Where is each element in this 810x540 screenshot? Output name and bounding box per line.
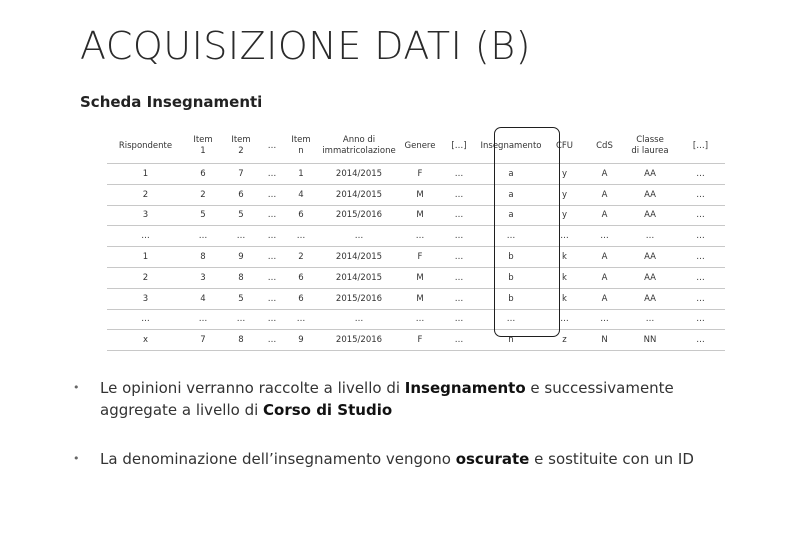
table-cell: M: [400, 288, 440, 309]
table-cell: F: [400, 164, 440, 185]
table-cell: M: [400, 205, 440, 226]
table-cell: N: [585, 330, 624, 351]
table-cell: 9: [284, 330, 318, 351]
table-cell: …: [624, 309, 676, 330]
table-row: [107, 247, 725, 268]
table-cell: …: [107, 226, 184, 247]
bullet-text-part: e successivamente aggregate a livello di: [100, 379, 674, 419]
table-cell: …: [284, 226, 318, 247]
table-header-row: [107, 129, 725, 164]
table-cell: …: [184, 226, 222, 247]
table-cell: y: [544, 164, 585, 185]
table-row: [107, 309, 725, 330]
table-cell: k: [544, 247, 585, 268]
slide-title: ACQUISIZIONE DATI (B): [80, 24, 531, 68]
table-cell: …: [260, 184, 284, 205]
table-cell: k: [544, 267, 585, 288]
col-header-insegnamento: Insegnamento: [478, 129, 544, 164]
col-header-rispondente: Rispondente: [107, 129, 184, 164]
table-cell: F: [400, 330, 440, 351]
col-header-classe-di-laurea: Classe di laurea: [624, 129, 676, 164]
col-header-bracket-ellipsis: […]: [440, 129, 478, 164]
table-cell: …: [284, 309, 318, 330]
col-header-item-1: Item 1: [184, 129, 222, 164]
table-cell: 2014/2015: [318, 184, 400, 205]
table-cell: …: [676, 330, 725, 351]
table-body: [107, 164, 725, 351]
bullet-text-part: e sostituite con un ID: [529, 450, 694, 468]
table-cell: …: [544, 309, 585, 330]
table-cell: 2015/2016: [318, 330, 400, 351]
col-header-item-2: Item 2: [222, 129, 260, 164]
table-cell: …: [676, 184, 725, 205]
table-cell: …: [544, 226, 585, 247]
col-header-cds: CdS: [585, 129, 624, 164]
bullet-marker: •: [73, 452, 80, 465]
table-cell: …: [676, 205, 725, 226]
bullet-marker: •: [73, 381, 80, 394]
table-cell: 2015/2016: [318, 205, 400, 226]
table-cell: a: [478, 184, 544, 205]
table-cell: …: [107, 309, 184, 330]
table-row: [107, 184, 725, 205]
table-cell: A: [585, 288, 624, 309]
slide-subtitle: Scheda Insegnamenti: [80, 93, 263, 111]
table-cell: …: [440, 226, 478, 247]
table-cell: …: [440, 164, 478, 185]
table-cell: A: [585, 164, 624, 185]
bullet-text-part: La denominazione dell’insegnamento vengono: [100, 450, 456, 468]
table-cell: AA: [624, 164, 676, 185]
col-header-genere: Genere: [400, 129, 440, 164]
table-row: [107, 288, 725, 309]
table-cell: …: [318, 309, 400, 330]
table-cell: a: [478, 205, 544, 226]
table-cell: …: [676, 267, 725, 288]
table-cell: …: [478, 226, 544, 247]
table-cell: AA: [624, 247, 676, 268]
table-cell: …: [222, 226, 260, 247]
table-row: [107, 205, 725, 226]
table-cell: 6: [284, 205, 318, 226]
table-cell: 9: [222, 247, 260, 268]
table-cell: 5: [222, 288, 260, 309]
table-cell: …: [440, 184, 478, 205]
table-cell: a: [478, 164, 544, 185]
table-cell: 5: [222, 205, 260, 226]
table-cell: …: [478, 309, 544, 330]
table-cell: AA: [624, 184, 676, 205]
table-cell: 5: [184, 205, 222, 226]
table-cell: 2: [184, 184, 222, 205]
table-cell: 8: [222, 267, 260, 288]
bullet-text-part: Le opinioni verranno raccolte a livello di: [100, 379, 405, 397]
insegnamenti-table: [107, 129, 725, 351]
table-cell: A: [585, 247, 624, 268]
table-cell: 4: [184, 288, 222, 309]
table-cell: F: [400, 247, 440, 268]
table-cell: x: [107, 330, 184, 351]
table-cell: …: [676, 247, 725, 268]
table-cell: …: [260, 205, 284, 226]
table-cell: …: [676, 164, 725, 185]
table-cell: NN: [624, 330, 676, 351]
col-header-cfu: CFU: [544, 129, 585, 164]
table-cell: …: [260, 247, 284, 268]
table-cell: …: [318, 226, 400, 247]
table-row: [107, 226, 725, 247]
table-cell: 2015/2016: [318, 288, 400, 309]
table-cell: …: [260, 226, 284, 247]
table-cell: n: [478, 330, 544, 351]
table-cell: 3: [107, 205, 184, 226]
table-cell: …: [260, 330, 284, 351]
table-cell: 2014/2015: [318, 267, 400, 288]
table-cell: 2: [107, 267, 184, 288]
table-cell: …: [676, 226, 725, 247]
table-cell: 8: [222, 330, 260, 351]
table-cell: 2014/2015: [318, 247, 400, 268]
table-cell: …: [624, 226, 676, 247]
table-cell: b: [478, 247, 544, 268]
col-header-anno-immatricolazione: Anno di immatricolazione: [318, 129, 400, 164]
table-cell: 4: [284, 184, 318, 205]
table-cell: …: [260, 164, 284, 185]
bullet-bold-insegnamento: Insegnamento: [404, 379, 526, 397]
table-cell: …: [184, 309, 222, 330]
table-cell: AA: [624, 267, 676, 288]
table-cell: 6: [284, 267, 318, 288]
table-cell: b: [478, 288, 544, 309]
table-cell: y: [544, 184, 585, 205]
table-row: [107, 164, 725, 185]
table-cell: 3: [107, 288, 184, 309]
table-cell: 2: [284, 247, 318, 268]
table-cell: 1: [284, 164, 318, 185]
table-cell: z: [544, 330, 585, 351]
table-cell: y: [544, 205, 585, 226]
table-cell: k: [544, 288, 585, 309]
table-cell: …: [400, 226, 440, 247]
table-row: [107, 330, 725, 351]
bullet-bold-oscurate: oscurate: [455, 450, 530, 468]
table-cell: M: [400, 267, 440, 288]
table-cell: A: [585, 205, 624, 226]
table-cell: AA: [624, 288, 676, 309]
table-cell: AA: [624, 205, 676, 226]
table-cell: …: [440, 330, 478, 351]
table-cell: …: [222, 309, 260, 330]
table-cell: 6: [222, 184, 260, 205]
table-cell: 2: [107, 184, 184, 205]
table-cell: 7: [184, 330, 222, 351]
table-cell: …: [400, 309, 440, 330]
table-cell: …: [440, 205, 478, 226]
table-cell: 6: [284, 288, 318, 309]
table-row: [107, 267, 725, 288]
table-cell: b: [478, 267, 544, 288]
table-cell: …: [440, 247, 478, 268]
table-cell: …: [440, 309, 478, 330]
table-cell: 7: [222, 164, 260, 185]
table-cell: 1: [107, 164, 184, 185]
bullet-text: [100, 377, 740, 421]
col-header-item-n: Item n: [284, 129, 318, 164]
table-cell: 6: [184, 164, 222, 185]
col-header-bracket-ellipsis-2: […]: [676, 129, 725, 164]
table-cell: 1: [107, 247, 184, 268]
table-cell: …: [585, 309, 624, 330]
table-cell: M: [400, 184, 440, 205]
table-cell: A: [585, 267, 624, 288]
col-header-ellipsis: …: [260, 129, 284, 164]
table-cell: 8: [184, 247, 222, 268]
table-cell: …: [260, 309, 284, 330]
table-cell: …: [676, 309, 725, 330]
bullet-bold-corso-di-studio: Corso di Studio: [263, 401, 393, 419]
table-cell: A: [585, 184, 624, 205]
table-cell: …: [676, 288, 725, 309]
table-cell: …: [585, 226, 624, 247]
table-cell: 3: [184, 267, 222, 288]
table-cell: …: [440, 267, 478, 288]
bullet-text: [100, 448, 740, 470]
table-cell: …: [440, 288, 478, 309]
table-cell: 2014/2015: [318, 164, 400, 185]
table-cell: …: [260, 267, 284, 288]
table-cell: …: [260, 288, 284, 309]
